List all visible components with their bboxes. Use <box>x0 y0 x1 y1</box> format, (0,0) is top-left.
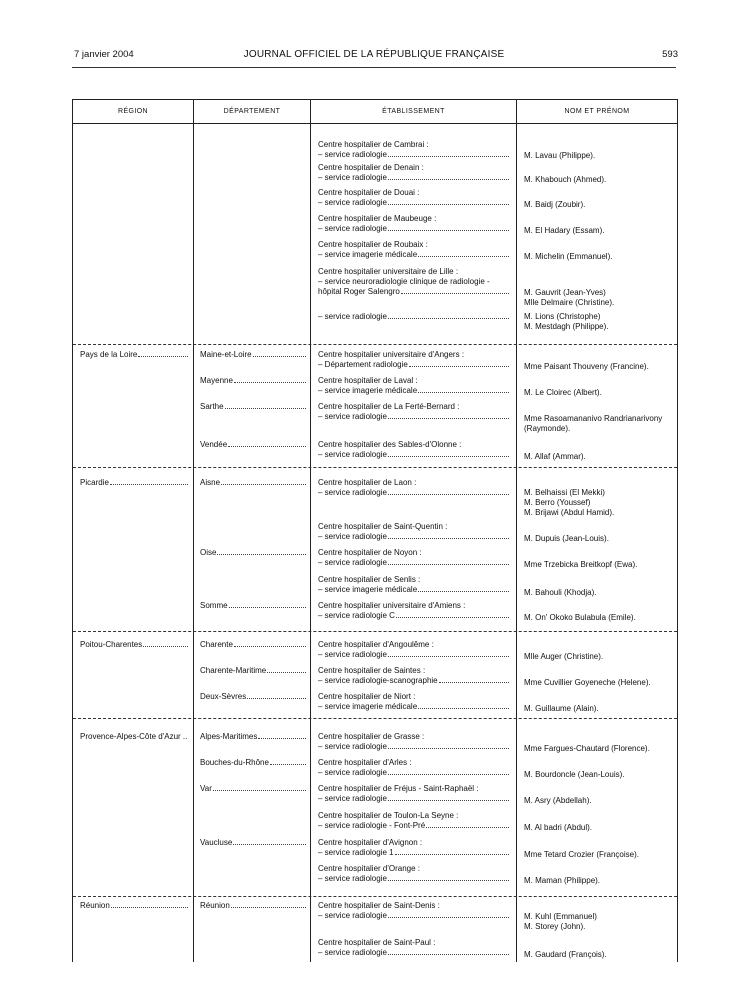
etablissement-cell: Centre hospitalier de Grasse : <box>318 732 425 741</box>
etablissement-cell: – service radiologie <box>318 768 387 777</box>
region-cell: Pays de la Loire <box>80 350 138 359</box>
etablissement-cell: Centre hospitalier de Denain : <box>318 163 424 172</box>
dotted-leader <box>138 356 188 357</box>
etablissement-cell: – service radiologie <box>318 150 387 159</box>
nom-prenom-cell: M. Bahouli (Khodja). <box>524 588 597 597</box>
etablissement-cell: – service imagerie médicale <box>318 585 418 594</box>
dotted-leader <box>418 392 509 393</box>
etablissement-cell: Centre hospitalier de Saint-Denis : <box>318 901 440 910</box>
dotted-leader <box>418 256 509 257</box>
dotted-leader <box>388 204 509 205</box>
dotted-leader <box>221 484 306 485</box>
nom-prenom-cell: M. Maman (Philippe). <box>524 876 601 885</box>
etablissement-cell: Centre hospitalier de Laval : <box>318 376 418 385</box>
etablissement-cell: – service radiologie <box>318 650 387 659</box>
dotted-leader <box>111 907 188 908</box>
dotted-leader <box>388 954 509 955</box>
etablissement-cell: – service radiologie <box>318 794 387 803</box>
dotted-leader <box>267 672 306 673</box>
dotted-leader <box>234 382 306 383</box>
nom-prenom-cell: M. Dupuis (Jean-Louis). <box>524 534 609 543</box>
journal-title: JOURNAL OFFICIEL DE LA RÉPUBLIQUE FRANÇAISE <box>243 49 505 60</box>
etablissement-cell: – service radiologie <box>318 312 387 321</box>
nom-prenom-cell: (Raymonde). <box>524 424 571 433</box>
nom-prenom-cell: Mme Rasoamananivo Randrianarivony <box>524 414 663 423</box>
column-header-departement: DÉPARTEMENT <box>223 108 281 115</box>
dotted-leader <box>253 356 306 357</box>
dotted-leader <box>247 698 306 699</box>
nom-prenom-cell: M. Baidj (Zoubir). <box>524 200 586 209</box>
dotted-leader <box>388 456 509 457</box>
etablissement-cell: Centre hospitalier de Niort : <box>318 692 416 701</box>
region-separator <box>73 631 677 632</box>
dotted-leader <box>217 554 306 555</box>
nom-prenom-cell: Mme Tetard Crozier (Françoise). <box>524 850 639 859</box>
nom-prenom-cell: Mme Paisant Thouveny (Francine). <box>524 362 649 371</box>
page-number: 593 <box>662 49 678 60</box>
etablissement-cell: – service imagerie médicale <box>318 386 418 395</box>
dotted-leader <box>229 607 306 608</box>
etablissement-cell: – service radiologie <box>318 173 387 182</box>
nom-prenom-cell: M. Gauvrit (Jean-Yves) <box>524 288 606 297</box>
dotted-leader <box>234 646 306 647</box>
etablissement-cell: – service neuroradiologie clinique de radiologie - <box>318 277 490 286</box>
etablissement-cell: Centre hospitalier de Maubeuge : <box>318 214 437 223</box>
nom-prenom-cell: Mme Trzebicka Breitkopf (Ewa). <box>524 560 638 569</box>
departement-cell: Mayenne <box>200 376 233 385</box>
etablissement-cell: – service radiologie <box>318 224 387 233</box>
column-header-region: RÉGION <box>117 108 148 115</box>
etablissement-cell: – service radiologie <box>318 412 387 421</box>
etablissement-cell: – service radiologie <box>318 911 387 920</box>
nom-prenom-cell: M. Brijawi (Abdul Hamid). <box>524 508 615 517</box>
region-separator <box>73 896 677 897</box>
dotted-leader <box>401 293 509 294</box>
etablissement-cell: Centre hospitalier de Roubaix : <box>318 240 428 249</box>
dotted-leader <box>388 494 509 495</box>
dotted-leader <box>409 366 509 367</box>
nom-prenom-cell: Mme Cuvillier Goyeneche (Helene). <box>524 678 651 687</box>
column-header-etablissement: ÉTABLISSEMENT <box>382 108 445 115</box>
departement-cell: Oise <box>200 548 217 557</box>
dotted-leader <box>388 748 509 749</box>
nom-prenom-cell: Mlle Auger (Christine). <box>524 652 604 661</box>
nom-prenom-cell: M. El Hadary (Essam). <box>524 226 605 235</box>
etablissement-cell: Centre hospitalier de Laon : <box>318 478 417 487</box>
dotted-leader <box>426 827 509 828</box>
etablissement-cell: – service radiologie C <box>318 611 395 620</box>
etablissement-cell: – service radiologie <box>318 450 387 459</box>
etablissement-cell: – service radiologie <box>318 948 387 957</box>
etablissement-cell: – service radiologie - Font-Pré <box>318 821 426 830</box>
region-separator <box>73 718 677 719</box>
etablissement-cell: – Département radiologie <box>318 360 408 369</box>
nom-prenom-cell: M. Guillaume (Alain). <box>524 704 599 713</box>
dotted-leader <box>388 318 509 319</box>
nom-prenom-cell: M. Khabouch (Ahmed). <box>524 175 607 184</box>
etablissement-cell: Centre hospitalier universitaire d'Amiens : <box>318 601 466 610</box>
departement-cell: Deux-Sèvres <box>200 692 247 701</box>
column-divider <box>516 100 517 962</box>
column-header-nom-prenom: NOM ET PRÉNOM <box>564 108 630 115</box>
departement-cell: Réunion <box>200 901 230 910</box>
region-cell: Réunion <box>80 901 110 910</box>
nom-prenom-cell: Mlle Delmaire (Christine). <box>524 298 615 307</box>
etablissement-cell: Centre hospitalier d'Angoulême : <box>318 640 434 649</box>
dotted-leader <box>388 880 509 881</box>
etablissement-cell: – service radiologie <box>318 488 387 497</box>
dotted-leader <box>228 446 306 447</box>
region-separator <box>73 344 677 345</box>
region-cell: Poitou-Charentes <box>80 640 143 649</box>
departement-cell: Aisne <box>200 478 221 487</box>
dotted-leader <box>388 230 509 231</box>
dotted-leader <box>110 484 188 485</box>
dotted-leader <box>233 844 306 845</box>
departement-cell: Bouches-du-Rhône <box>200 758 269 767</box>
header-rule <box>72 67 676 68</box>
departement-cell: Charente <box>200 640 233 649</box>
etablissement-cell: – service radiologie <box>318 532 387 541</box>
nom-prenom-cell: M. Kuhl (Emmanuel) <box>524 912 597 921</box>
dotted-leader <box>388 179 509 180</box>
nom-prenom-cell: M. Mestdagh (Philippe). <box>524 322 609 331</box>
nom-prenom-cell: M. Belhaissi (El Mekki) <box>524 488 605 497</box>
etablissement-cell: Centre hospitalier de La Ferté-Bernard : <box>318 402 460 411</box>
etablissement-cell: Centre hospitalier universitaire d'Angers : <box>318 350 465 359</box>
etablissement-cell: – service radiologie 1 <box>318 848 394 857</box>
appointments-table <box>72 99 678 962</box>
nom-prenom-cell: M. Gaudard (François). <box>524 950 607 959</box>
dotted-leader <box>225 408 306 409</box>
region-cell: Picardie <box>80 478 109 487</box>
nom-prenom-cell: M. Al badri (Abdul). <box>524 823 593 832</box>
dotted-leader <box>388 418 509 419</box>
etablissement-cell: Centre hospitalier d'Orange : <box>318 864 421 873</box>
region-cell: Provence-Alpes-Côte d'Azur .. <box>80 732 188 741</box>
region-separator <box>73 467 677 468</box>
dotted-leader <box>143 646 188 647</box>
departement-cell: Maine-et-Loire <box>200 350 252 359</box>
dotted-leader <box>395 854 509 855</box>
departement-cell: Vaucluse <box>200 838 233 847</box>
nom-prenom-cell: M. Asry (Abdellah). <box>524 796 592 805</box>
etablissement-cell: Centre hospitalier de Toulon-La Seyne : <box>318 811 459 820</box>
dotted-leader <box>270 764 306 765</box>
etablissement-cell: Centre hospitalier de Cambrai : <box>318 140 429 149</box>
etablissement-cell: – service radiologie <box>318 558 387 567</box>
dotted-leader <box>388 656 509 657</box>
nom-prenom-cell: M. Le Cloirec (Albert). <box>524 388 602 397</box>
departement-cell: Somme <box>200 601 228 610</box>
etablissement-cell: Centre hospitalier de Saint-Paul : <box>318 938 436 947</box>
nom-prenom-cell: M. Allaf (Ammar). <box>524 452 586 461</box>
dotted-leader <box>388 156 509 157</box>
nom-prenom-cell: M. Michelin (Emmanuel). <box>524 252 613 261</box>
column-divider <box>310 100 311 962</box>
dotted-leader <box>418 708 509 709</box>
departement-cell: Vendée <box>200 440 228 449</box>
departement-cell: Sarthe <box>200 402 224 411</box>
etablissement-cell: Centre hospitalier de Douai : <box>318 188 420 197</box>
etablissement-cell: Centre hospitalier universitaire de Lille : <box>318 267 459 276</box>
dotted-leader <box>418 591 509 592</box>
etablissement-cell: – service radiologie <box>318 874 387 883</box>
dotted-leader <box>439 682 509 683</box>
nom-prenom-cell: Mme Fargues-Chautard (Florence). <box>524 744 650 753</box>
etablissement-cell: – service imagerie médicale <box>318 702 418 711</box>
etablissement-cell: Centre hospitalier de Noyon : <box>318 548 422 557</box>
etablissement-cell: Centre hospitalier de Saintes : <box>318 666 426 675</box>
etablissement-cell: Centre hospitalier de Fréjus - Saint-Raphaël : <box>318 784 479 793</box>
dotted-leader <box>388 800 509 801</box>
departement-cell: Alpes-Maritimes <box>200 732 258 741</box>
dotted-leader <box>213 790 306 791</box>
nom-prenom-cell: M. Storey (John). <box>524 922 586 931</box>
column-divider <box>193 100 194 962</box>
header-date: 7 janvier 2004 <box>74 49 134 60</box>
nom-prenom-cell: M. Lavau (Philippe). <box>524 151 596 160</box>
etablissement-cell: Centre hospitalier d'Avignon : <box>318 838 423 847</box>
etablissement-cell: Centre hospitalier d'Arles : <box>318 758 412 767</box>
departement-cell: Var <box>200 784 212 793</box>
etablissement-cell: – service imagerie médicale <box>318 250 418 259</box>
dotted-leader <box>388 564 509 565</box>
nom-prenom-cell: M. Berro (Youssef) <box>524 498 591 507</box>
departement-cell: Charente-Maritime <box>200 666 267 675</box>
dotted-leader <box>396 617 509 618</box>
etablissement-cell: Centre hospitalier des Sables-d'Olonne : <box>318 440 462 449</box>
header-row-rule <box>73 123 677 124</box>
etablissement-cell: hôpital Roger Salengro <box>318 287 400 296</box>
etablissement-cell: – service radiologie <box>318 198 387 207</box>
nom-prenom-cell: M. Lions (Christophe) <box>524 312 601 321</box>
dotted-leader <box>388 917 509 918</box>
etablissement-cell: Centre hospitalier de Senlis : <box>318 575 421 584</box>
dotted-leader <box>388 538 509 539</box>
dotted-leader <box>388 774 509 775</box>
etablissement-cell: – service radiologie <box>318 742 387 751</box>
nom-prenom-cell: M. Bourdoncle (Jean-Louis). <box>524 770 625 779</box>
dotted-leader <box>258 738 306 739</box>
nom-prenom-cell: M. On' Okoko Bulabula (Emile). <box>524 613 636 622</box>
etablissement-cell: Centre hospitalier de Saint-Quentin : <box>318 522 448 531</box>
etablissement-cell: – service radiologie-scanographie <box>318 676 438 685</box>
dotted-leader <box>231 907 306 908</box>
